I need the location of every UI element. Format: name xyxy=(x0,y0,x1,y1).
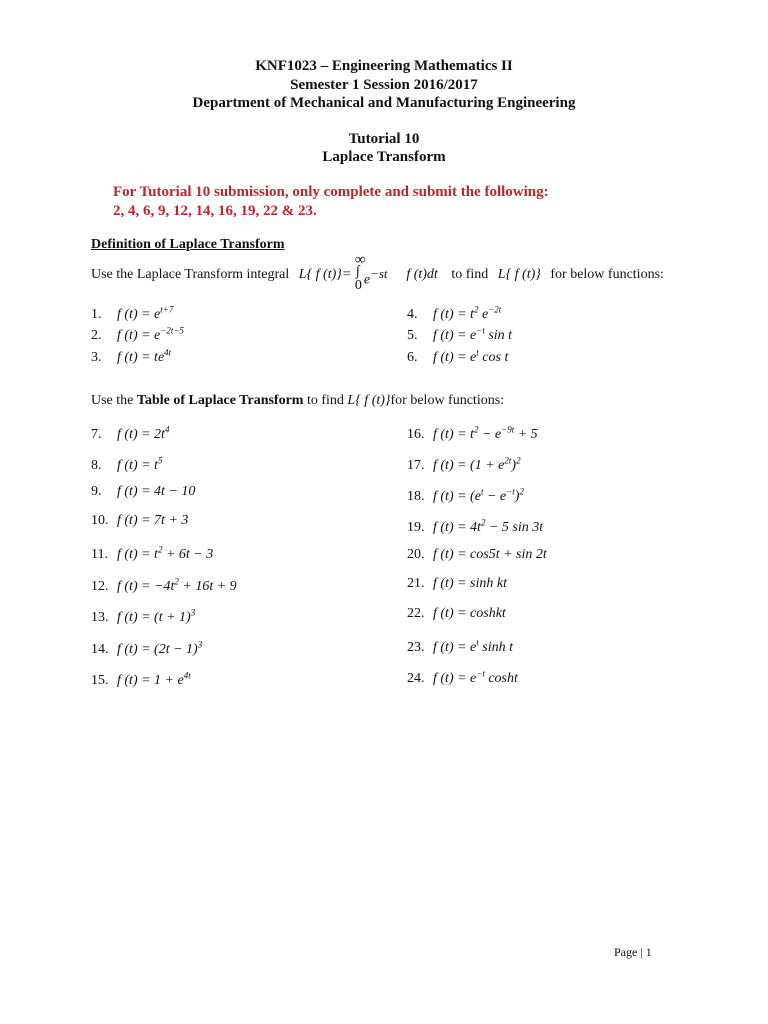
list-item: 14. f $(t) = (2t - 1)^3$ xyxy=(91,639,203,657)
list-item: 1. f $(t) = e^{t+7}$ xyxy=(91,304,174,322)
list-item: 7. f $(t) = 2t^4$ xyxy=(91,424,170,442)
definition-intro xyxy=(91,252,664,293)
definition-intro-prefix: Use the Laplace Transform integral xyxy=(91,267,290,283)
definition-intro-suffix: for below functions: xyxy=(550,267,664,283)
submission-instruction: For Tutorial 10 submission, only complete and submit the following: xyxy=(113,184,549,200)
definition-intro-to-find: to find xyxy=(451,267,489,283)
laplace-integral-formula: L{ f (t)}= ∞ ∫ 0 $e^{-st}$ f (t)dt xyxy=(298,252,438,293)
course-title: KNF1023 – Engineering Mathematics II xyxy=(255,58,513,74)
department-line: Department of Mechanical and Manufacturing Engineering xyxy=(192,95,576,111)
list-item: 6. f $(t) = e^t$ cos t xyxy=(407,347,509,365)
list-item: 10. f (t) = 7t + 3 xyxy=(91,513,189,528)
list-item: 8. f $(t) = t^5$ xyxy=(91,455,163,473)
laplace-notation: L{ f (t)} xyxy=(497,267,541,283)
list-item: 15. f $(t) = 1 + e^{4t}$ xyxy=(91,670,191,688)
list-item: 22. f (t) = coshkt xyxy=(407,606,506,621)
list-item: 20. f (t) = cos5t + sin 2t xyxy=(407,547,547,562)
list-item: 16. f $(t) = t^2 - e^{-9t} + 5$ xyxy=(407,424,538,442)
laplace-notation: L{ f (t)} xyxy=(347,393,391,408)
list-item: 18. f $(t) = (e^t - e^{-t})^2$ xyxy=(407,486,524,504)
list-item: 2. f $(t) = e^{-2t-5}$ xyxy=(91,325,184,343)
list-item: 3. f $(t) = te^{4t}$ xyxy=(91,347,172,365)
list-item: 4. f $(t) = t^2$ $e^{-2t}$ xyxy=(407,304,502,322)
list-item: 9. f (t) = 4t − 10 xyxy=(91,484,196,499)
list-item: 13. f $(t) = (t + 1)^3$ xyxy=(91,607,196,625)
table-intro: Use the Table of Laplace Transform to find L{ f (t)}for below functions: xyxy=(91,393,505,408)
list-item: 23. f $(t) = e^t$ sinh t xyxy=(407,637,514,655)
list-item: 11. f $(t) = t^2 + 6t - 3$ xyxy=(91,544,214,562)
list-item: 24. f $(t) = e^{-t}$ cosht xyxy=(407,668,518,686)
submission-question-list: 2, 4, 6, 9, 12, 14, 16, 19, 22 & 23. xyxy=(113,203,317,219)
page-number: Page | 1 xyxy=(614,945,652,959)
list-item: 12. f $(t) = -4t^2 + 16t + 9$ xyxy=(91,576,237,594)
list-item: 21. f (t) = sinh kt xyxy=(407,576,507,591)
list-item: 17. f $(t) = (1 + e^{2t})^2$ xyxy=(407,455,521,473)
semester-line: Semester 1 Session 2016/2017 xyxy=(290,77,478,93)
tutorial-topic: Laplace Transform xyxy=(322,149,446,165)
list-item: 5. f $(t) = e^{-t}$ sin t xyxy=(407,325,513,343)
definition-section-title: Definition of Laplace Transform xyxy=(91,237,285,252)
tutorial-number: Tutorial 10 xyxy=(348,131,420,147)
integral-symbol: ∞ ∫ 0 $e^{-st}$ xyxy=(354,252,388,293)
list-item: 19. f $(t) = 4t^2 - 5$ sin 3t xyxy=(407,517,544,535)
table-intro-bold: Table of Laplace Transform xyxy=(136,393,304,408)
